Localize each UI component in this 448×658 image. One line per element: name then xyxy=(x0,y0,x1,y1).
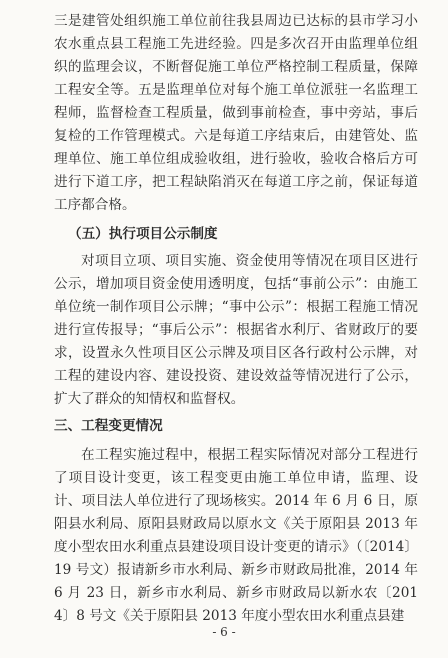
paragraph-changes: 在工程实施过程中，根据工程实际情况对部分工程进行了项目设计变更，该工程变更由施工单位申请，监理、设计、项目法人单位进行了现场核实。2014 年 6 月 6 日，原阳县水利局、原阳县财政局以原水文《关于原阳县 2013 年度小型农田水利重点县建设项目设计变更的请示》（〔2014〕19 号文）报请新乡市水利局、新乡市财政局批准，2014 年 6 月 23 日，新乡市水利局、新乡市财政局以新水农〔2014〕8 号文《关于原阳县 2013 年度小型农田水利重点县建 xyxy=(54,447,418,624)
section-heading-changes: 三、工程变更情况 xyxy=(54,418,163,434)
document-body xyxy=(54,10,418,628)
paragraph-publicity: 对项目立项、项目实施、资金使用等情况在项目区进行公示，增加项目资金使用透明度，包括“事前公示”：由施工单位统一制作项目公示牌；“事中公示”：根据工程施工情况进行宣传报导；“事后公示”：根据省水利厅、省财政厅的要求，设置永久性项目区公示牌及项目区各行政村公示牌，对工程的建设内容、建设投资、建设效益等情况进行了公示，扩大了群众的知情权和监督权。 xyxy=(54,253,418,407)
page-number: - 6 - xyxy=(212,625,236,639)
paragraph-quality-measures: 三是建管处组织施工单位前往我县周边已达标的县市学习小农水重点县工程施工先进经验。四是多次召开由监理单位组织的监理会议，不断督促施工单位严格控制工程质量，保障工程安全等。五是监理单位对每个施工单位派驻一名监理工程师，监督检查工程质量，做到事前检查，事中旁站，事后复检的工作管理模式。六是每道工序结束后，由建管处、监理单位、施工单位组成验收组，进行验收，验收合格后方可进行下道工序，把工程缺陷消灭在每道工序之前，保证每道工序都合格。 xyxy=(54,13,418,213)
section-heading-publicity: （五）执行项目公示制度 xyxy=(68,226,218,242)
